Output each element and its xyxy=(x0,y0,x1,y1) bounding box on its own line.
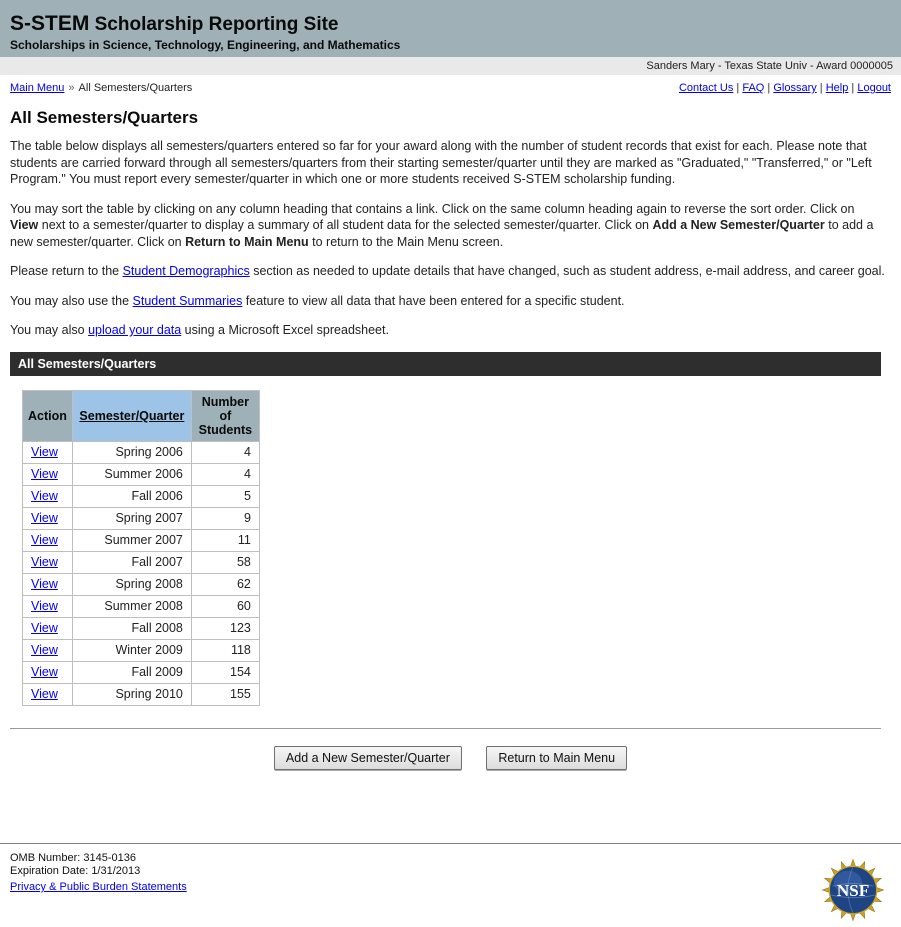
quick-links xyxy=(679,82,891,94)
action-cell xyxy=(23,683,73,705)
students-count-cell: 9 xyxy=(191,507,259,529)
table-row xyxy=(23,529,260,551)
quick-link-contact-us[interactable]: Contact Us xyxy=(678,82,734,94)
table-row xyxy=(23,441,260,463)
students-count-cell: 60 xyxy=(191,595,259,617)
students-count-cell: 62 xyxy=(191,573,259,595)
quick-link-faq[interactable]: FAQ xyxy=(742,82,765,94)
view-link[interactable]: View xyxy=(31,444,58,459)
action-cell xyxy=(23,441,73,463)
view-link[interactable]: View xyxy=(31,620,58,635)
summaries-paragraph xyxy=(10,293,885,310)
section-header-bar: All Semesters/Quarters xyxy=(10,352,881,376)
view-link[interactable]: View xyxy=(31,488,58,503)
sort-text-2: next to a semester/quarter to display a summary of all student data for the selected semester/quarter. Click on xyxy=(38,218,653,232)
view-link[interactable]: View xyxy=(31,466,58,481)
user-info-bar: Sanders Mary - Texas State Univ - Award 0000005 xyxy=(0,57,901,75)
quick-link-separator: | xyxy=(764,82,774,94)
expiration-date: Expiration Date: 1/31/2013 xyxy=(10,864,141,877)
action-cell xyxy=(23,595,73,617)
semester-cell: Spring 2006 xyxy=(72,441,191,463)
view-link[interactable]: View xyxy=(31,510,58,525)
semester-cell: Summer 2007 xyxy=(72,529,191,551)
students-count-cell: 4 xyxy=(191,463,259,485)
semesters-table xyxy=(22,390,260,706)
semesters-table-body xyxy=(23,441,260,705)
breadcrumb-separator: » xyxy=(68,82,75,94)
view-link[interactable]: View xyxy=(31,686,58,701)
view-link[interactable]: View xyxy=(31,664,58,679)
footer xyxy=(0,843,901,927)
semester-cell: Summer 2008 xyxy=(72,595,191,617)
add-semester-button[interactable]: Add a New Semester/Quarter xyxy=(274,746,462,770)
table-row xyxy=(23,573,260,595)
site-title xyxy=(10,7,891,37)
quick-link-separator: | xyxy=(848,82,858,94)
students-count-cell: 123 xyxy=(191,617,259,639)
student-demographics-link[interactable]: Student Demographics xyxy=(122,264,250,278)
nsf-logo-text: NSF xyxy=(836,880,870,900)
button-row xyxy=(0,746,901,770)
action-cell xyxy=(23,463,73,485)
view-keyword: View xyxy=(10,218,39,232)
semester-cell: Spring 2010 xyxy=(72,683,191,705)
site-header xyxy=(0,0,901,57)
upload-paragraph xyxy=(10,322,885,339)
quick-link-glossary[interactable]: Glossary xyxy=(773,82,817,94)
table-row xyxy=(23,639,260,661)
quick-link-separator: | xyxy=(816,82,826,94)
view-link[interactable]: View xyxy=(31,532,58,547)
quick-link-help[interactable]: Help xyxy=(825,82,849,94)
return-keyword: Return to Main Menu xyxy=(185,234,309,249)
students-count-cell: 11 xyxy=(191,529,259,551)
semester-cell: Fall 2009 xyxy=(72,661,191,683)
table-row xyxy=(23,683,260,705)
site-brand: S-STEM xyxy=(10,12,90,35)
action-cell xyxy=(23,661,73,683)
semesters-table-head xyxy=(23,390,260,441)
student-summaries-link[interactable]: Student Summaries xyxy=(132,293,243,308)
omb-number: OMB Number: 3145-0136 xyxy=(10,852,136,864)
breadcrumb-main-menu-link[interactable]: Main Menu xyxy=(10,82,65,94)
action-cell xyxy=(23,617,73,639)
sort-text-1: You may sort the table by clicking on any column heading that contains a link. Click on the same column heading again to reverse the sort order. Click on xyxy=(10,201,855,216)
students-count-cell: 4 xyxy=(191,441,259,463)
column-header-action: Action xyxy=(23,390,73,441)
table-row xyxy=(23,485,260,507)
privacy-statements-link[interactable]: Privacy & Public Burden Statements xyxy=(10,881,187,893)
students-count-cell: 118 xyxy=(191,639,259,661)
semester-cell: Fall 2006 xyxy=(72,485,191,507)
site-subtitle: Scholarships in Science, Technology, Engineering, and Mathematics xyxy=(10,38,401,52)
demographics-paragraph xyxy=(10,263,885,280)
action-cell xyxy=(23,507,73,529)
demographics-text-2: section as needed to update details that have changed, such as student address, e-mail address, and career goal. xyxy=(249,264,885,278)
action-cell xyxy=(23,529,73,551)
summaries-text-2: feature to view all data that have been entered for a specific student. xyxy=(242,293,625,308)
return-main-menu-button[interactable]: Return to Main Menu xyxy=(486,746,627,770)
students-count-cell: 155 xyxy=(191,683,259,705)
header-row xyxy=(23,390,260,441)
action-cell xyxy=(23,573,73,595)
table-row xyxy=(23,617,260,639)
nsf-logo xyxy=(821,858,885,922)
table-row xyxy=(23,551,260,573)
intro-text: The table below displays all semesters/quarters entered so far for your award along with the number of student records that exist for each. Please note that students are carried forward through all semesters/quarters from their starting semester/quarter until they are marked as "Graduated," "Transferred," or "Left Program." You must report every semester/quarter in which one or more students received S-STEM scholarship funding. xyxy=(10,139,872,186)
view-link[interactable]: View xyxy=(31,642,58,657)
students-count-cell: 154 xyxy=(191,661,259,683)
quick-link-logout[interactable]: Logout xyxy=(857,82,891,94)
column-header-semester xyxy=(72,390,191,441)
upload-text-1: You may also xyxy=(10,323,89,337)
table-row xyxy=(23,507,260,529)
table-row xyxy=(23,463,260,485)
table-row xyxy=(23,661,260,683)
divider-line xyxy=(10,728,881,729)
sort-text-3: to add a new semester/quarter. Click on xyxy=(10,218,874,249)
semester-sort-link[interactable]: Semester/Quarter xyxy=(79,408,185,423)
sort-instructions-paragraph xyxy=(10,201,885,251)
site-title-rest: Scholarship Reporting Site xyxy=(89,14,339,35)
action-cell xyxy=(23,639,73,661)
content xyxy=(0,108,901,770)
semester-cell: Fall 2007 xyxy=(72,551,191,573)
nav-row xyxy=(0,75,901,98)
view-link[interactable]: View xyxy=(31,598,58,613)
upload-your-data-link[interactable]: upload your data xyxy=(88,323,182,337)
semester-cell: Summer 2006 xyxy=(72,463,191,485)
summaries-text-1: You may also use the xyxy=(10,293,133,308)
add-keyword: Add a New Semester/Quarter xyxy=(652,218,825,232)
table-row xyxy=(23,595,260,617)
quick-link-separator: | xyxy=(733,82,743,94)
intro-paragraph xyxy=(10,138,885,188)
students-count-cell: 5 xyxy=(191,485,259,507)
page-title: All Semesters/Quarters xyxy=(10,108,199,127)
column-header-students: Number of Students xyxy=(191,390,259,441)
view-link[interactable]: View xyxy=(31,554,58,569)
breadcrumb xyxy=(10,82,192,94)
action-cell xyxy=(23,551,73,573)
breadcrumb-current: All Semesters/Quarters xyxy=(78,82,193,94)
demographics-text-1: Please return to the xyxy=(10,264,123,278)
upload-text-2: using a Microsoft Excel spreadsheet. xyxy=(181,323,389,337)
view-link[interactable]: View xyxy=(31,576,58,591)
action-cell xyxy=(23,485,73,507)
sort-text-4: to return to the Main Menu screen. xyxy=(308,234,504,249)
semester-cell: Spring 2008 xyxy=(72,573,191,595)
semester-cell: Spring 2007 xyxy=(72,507,191,529)
students-count-cell: 58 xyxy=(191,551,259,573)
semester-cell: Fall 2008 xyxy=(72,617,191,639)
semester-cell: Winter 2009 xyxy=(72,639,191,661)
